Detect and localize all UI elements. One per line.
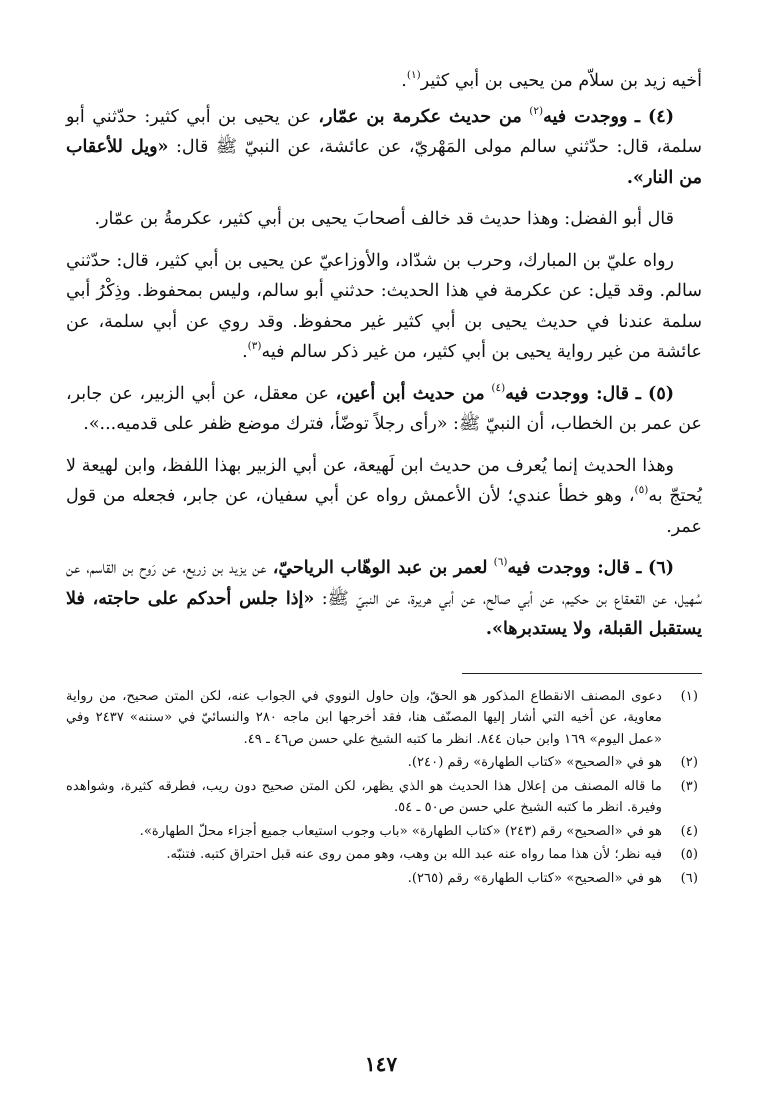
paragraph-end: . [242, 342, 248, 362]
footnote-divider [462, 673, 702, 674]
entry-heading: قال: ووجدت فيه [507, 558, 631, 578]
paragraph-end: . [401, 71, 407, 91]
footnote-ref[interactable]: (٢) [529, 104, 544, 117]
entry-source: لعمر بن عبد الوهّاب الرياحيّ، [272, 558, 488, 578]
footnote-number: (٤) [680, 823, 698, 839]
commentary-paragraph [66, 451, 702, 543]
paragraph-text: رواه عليّ بن المبارك، وحرب بن شدّاد، والأوزاعيّ عن يحيى بن أبي كثير، قال: حدّثني سالم. وقد قيل: عن عكرمة في هذا الحديث: حدثني أبو سالم، وليس بمحفوظ. وذِكْرُ أبي سلمة عندنا في حديث يحيى بن أبي كثير غير محفوظ. وقد روي عن أبي سلمة، عن عائشة من غير رواية يحيى بن أبي كثير، من غير ذكر سالم فيه [66, 250, 702, 362]
entry-text: عن يحيى بن أبي كثير: حدّثني أبو سلمة، قال: حدّثني سالم مولى المَهْريّ، عن عائشة، عن النبيّ ﷺ قال: [66, 106, 702, 157]
footnote-ref[interactable]: (٥) [634, 484, 649, 497]
hadith-entry-5 [66, 379, 702, 440]
page-number: ١٤٧ [364, 1052, 398, 1076]
footnote-item [66, 686, 702, 751]
hadith-entry-6 [66, 553, 702, 645]
commentary-paragraph [66, 246, 702, 368]
paragraph-text: وهذا الحديث إنما يُعرف من حديث ابن لَهيعة، عن أبي الزبير بهذا اللفظ، وابن لهيعة لا يُحتجّ به [66, 455, 703, 506]
footnote-ref[interactable]: (١) [406, 69, 421, 82]
footnote-number: (٥) [680, 847, 698, 862]
footnote-text: هو في «الصحيح» «كتاب الطهارة» رقم (٢٤٠). [407, 755, 662, 770]
footnote-ref[interactable]: (٤) [491, 381, 506, 394]
entry-heading: ووجدت فيه [543, 106, 628, 127]
hadith-entry-4 [66, 102, 702, 194]
footnote-text: دعوى المصنف الانقطاع المذكور هو الحقّ، وإن حاول النووي في الجواب عنه، لكن المتن صحيح، من رواية معاوية، عن أخيه التي أشار إليها المصنّف هنا، فقد أخرجها ابن ماجه ٢٨٠ والنسائيّ في «سننه» ٢٤٣٧ وفي «عمل اليوم» ١٦٩ وابن حبان ٨٤٤. انظر ما كتبه الشيخ علي حسن ص٤٦ ـ ٤٩. [66, 688, 662, 747]
entry-source: من حديث أبن أعين، [335, 383, 485, 404]
footnote-number: (٦) [680, 870, 698, 886]
footnote-item [66, 821, 702, 843]
paragraph-text: أخيه زيد بن سلاّم من يحيى بن أبي كثير [420, 71, 702, 91]
footnote-text: هو في «الصحيح» «كتاب الطهارة» رقم (٢٦٥). [407, 870, 662, 886]
footnote-ref[interactable]: (٦) [493, 556, 508, 569]
footnote-item [66, 752, 702, 774]
footnote-number: (١) [680, 688, 698, 704]
footnote-text: هو في «الصحيح» رقم (٢٤٣) «كتاب الطهارة» «باب وجوب استيعاب جميع أجزاء محلّ الطهارة». [139, 823, 662, 839]
entry-number: (٦) ـ [636, 558, 674, 578]
paragraph-end: . [485, 619, 493, 639]
footnote-ref[interactable]: (٣) [247, 340, 262, 353]
footnotes [66, 686, 702, 890]
commentary-paragraph: قال أبو الفضل: وهذا حديث قد خالف أصحابَ يحيى بن أبي كثير، عكرمةُ بن عمّار. [94, 209, 674, 229]
entry-text: عن يزيد بن زريع، عن رَوح بن القاسم، عن سُهيل، عن القعقاع بن حكيم، عن أبي صالح، عن أبي هريرة، عن النبيّ ﷺ: [66, 558, 703, 609]
footnote-item [66, 776, 702, 819]
footnote-text: فيه نظر؛ لأن هذا مما رواه عنه عبد الله بن وهب، وهو ممن روى عنه قبل احتراق كتبه. فتنبّه. [166, 847, 662, 862]
entry-number: (٤) ـ [634, 106, 674, 127]
footnote-number: (٣) [680, 778, 698, 794]
hadith-quote: «إذا جلس أحدكم على حاجته، فلا يستقبل القبلة، ولا يستدبرها» [66, 588, 702, 639]
footnote-item [66, 844, 702, 866]
entry-number: (٥) ـ [635, 383, 675, 404]
paragraph-end: . [626, 167, 634, 188]
paragraph-text: ، وهو خطأ عندي؛ لأن الأعمش رواه عن أبي سفيان، عن جابر، فجعله من قول عمر. [66, 486, 702, 537]
entry-heading: قال: ووجدت فيه [505, 383, 629, 404]
footnote-text: ما قاله المصنف من إعلال هذا الحديث هو الذي يظهر، لكن المتن صحيح دون ريب، فطرقه كثيرة، وشواهده وفيرة. انظر ما كتبه الشيخ علي حسن ص٥٠ ـ ٥٤. [66, 778, 662, 815]
entry-text: عن معقل، عن أبي الزبير، عن جابر، عن عمر بن الخطاب، أن النبيّ ﷺ: «رأى رجلاً توضّأ، فترك موضع ظفر على قدميه...». [66, 383, 702, 434]
hadith-quote: «ويل للأعقاب من النار» [66, 137, 702, 188]
footnote-item [66, 868, 702, 890]
paragraph-continuation [66, 66, 702, 97]
entry-source: من حديث عكرمة بن عمّار، [318, 106, 522, 127]
footnote-number: (٢) [680, 755, 698, 770]
